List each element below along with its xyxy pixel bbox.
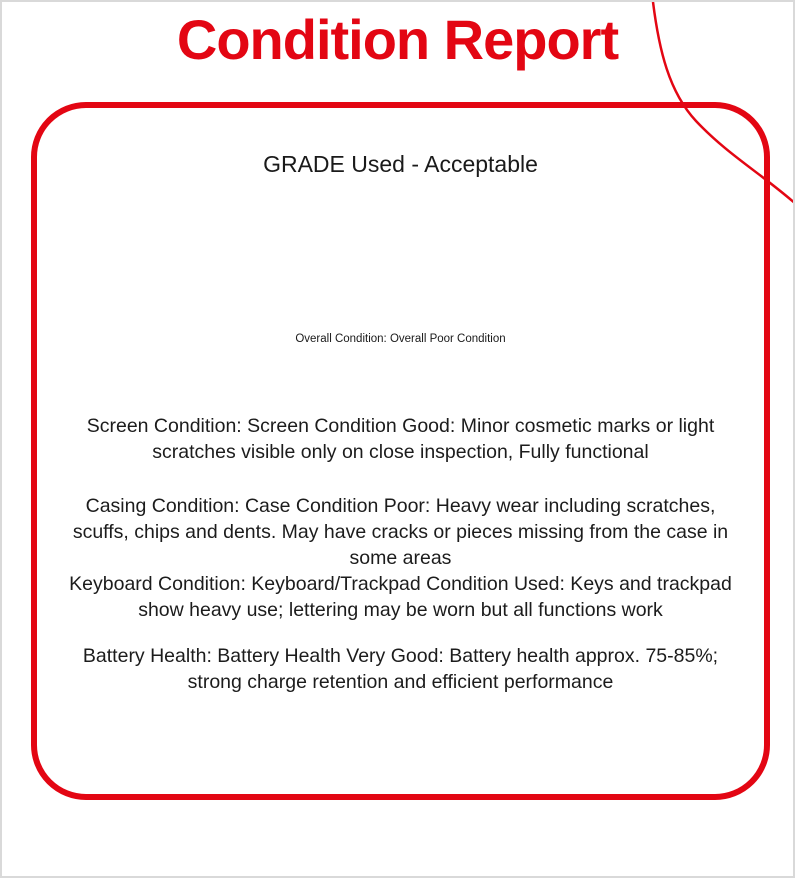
casing-condition-line: some areas bbox=[349, 547, 452, 569]
keyboard-condition-text bbox=[37, 571, 764, 623]
casing-condition-line: Casing Condition: Case Condition Poor: Heavy wear including scratches, bbox=[85, 495, 716, 517]
casing-condition-line: scuffs, chips and dents. May have cracks or pieces missing from the case in bbox=[72, 521, 729, 543]
report-title: Condition Report bbox=[176, 8, 619, 71]
screen-condition-line: Screen Condition: Screen Condition Good: Minor cosmetic marks or light bbox=[86, 415, 715, 437]
casing-condition-text bbox=[37, 493, 764, 571]
report-frame bbox=[31, 102, 770, 800]
screen-condition-text bbox=[37, 413, 764, 465]
condition-sections bbox=[37, 413, 764, 695]
grade-heading: GRADE Used - Acceptable bbox=[263, 151, 538, 177]
battery-health-text bbox=[37, 643, 764, 695]
overall-condition-text: Overall Condition: Overall Poor Condition bbox=[295, 333, 506, 345]
battery-health-line: strong charge retention and efficient performance bbox=[187, 671, 614, 693]
keyboard-condition-line: Keyboard Condition: Keyboard/Trackpad Condition Used: Keys and trackpad bbox=[69, 573, 732, 595]
screen-condition-line: scratches visible only on close inspection, Fully functional bbox=[152, 441, 649, 463]
keyboard-condition-line: show heavy use; lettering may be worn but all functions work bbox=[138, 599, 663, 621]
battery-health-line: Battery Health: Battery Health Very Good: Battery health approx. 75-85%; bbox=[82, 645, 719, 667]
